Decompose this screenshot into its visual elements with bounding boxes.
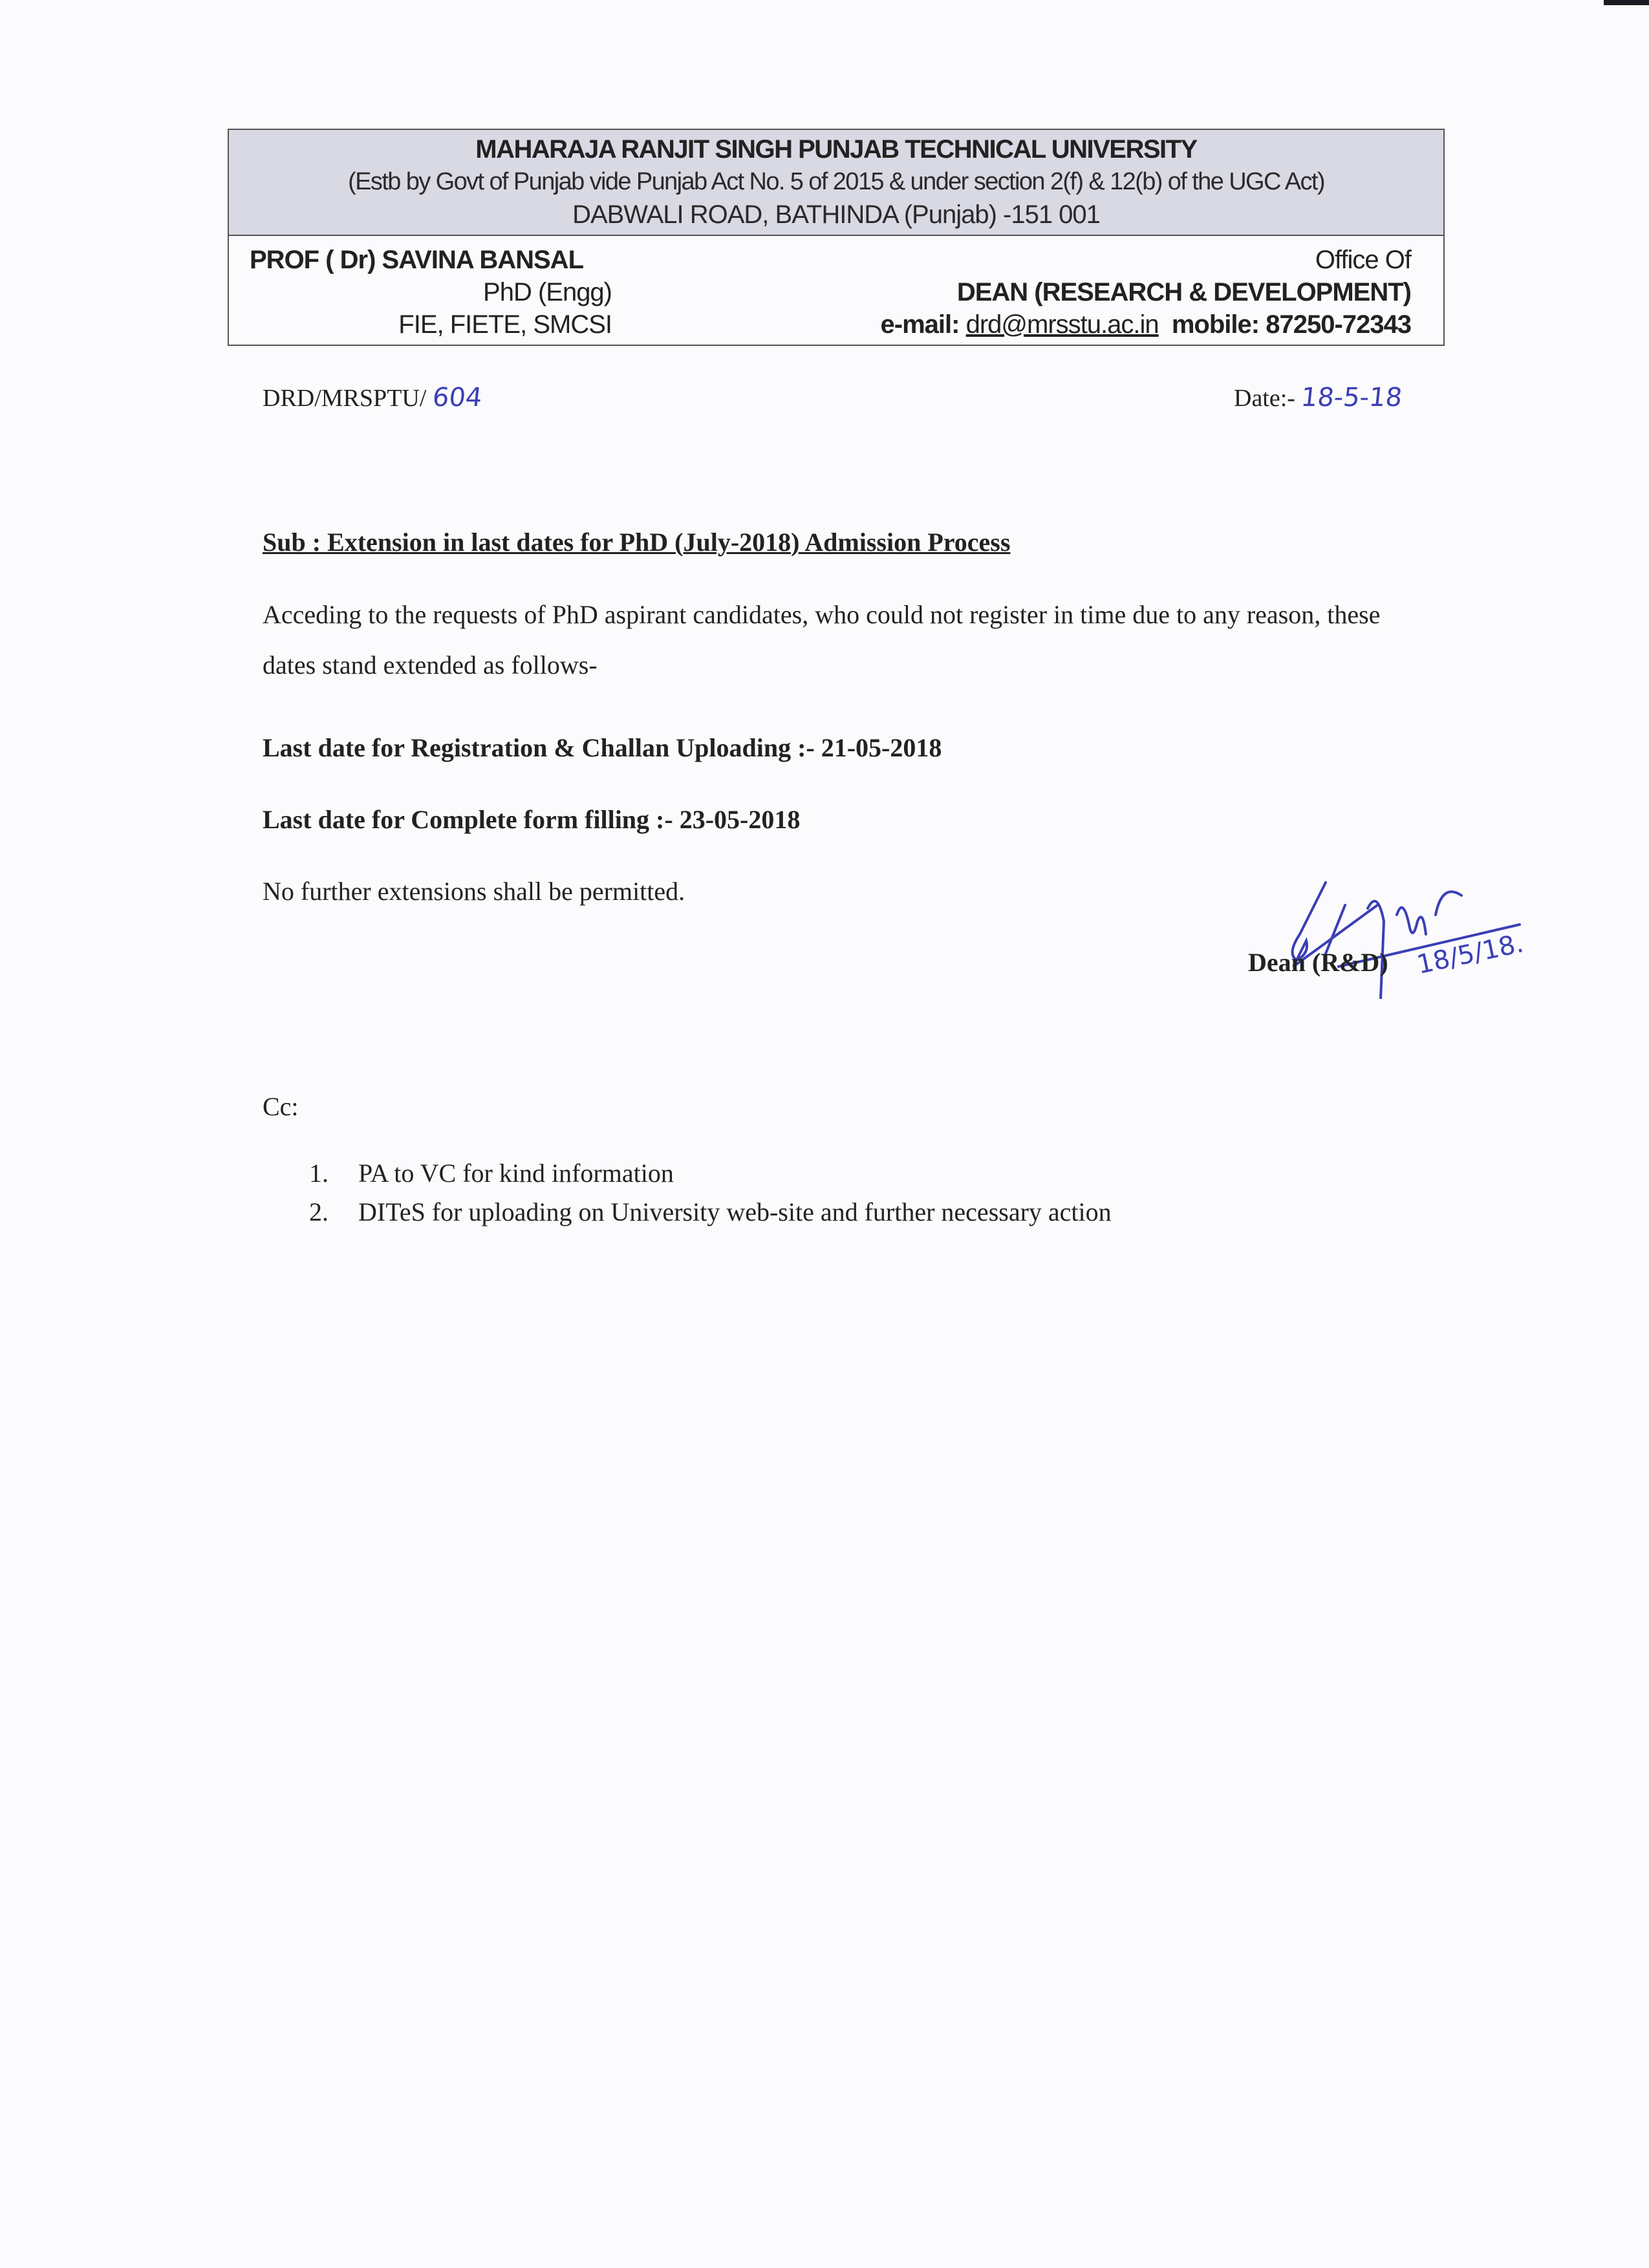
mobile-label: mobile: [1171, 310, 1260, 339]
signature-date: 18/5/18. [1414, 928, 1526, 980]
sender-degree: PhD (Engg) [483, 278, 612, 306]
subject-line: Sub : Extension in last dates for PhD (July-2018) Admission Process [263, 528, 1011, 557]
cc-item-text: PA to VC for kind information [358, 1159, 674, 1188]
sender-info [250, 244, 612, 341]
university-name: MAHARAJA RANJIT SINGH PUNJAB TECHNICAL UNIVERSITY [475, 135, 1197, 164]
body-paragraph: Acceding to the requests of PhD aspirant candidates, who could not register in time due to any reason, these dates stand extended as follows- [263, 600, 1381, 679]
office-label: Office Of [1315, 246, 1411, 274]
signature-block [1248, 870, 1558, 999]
university-address: DABWALI ROAD, BATHINDA (Punjab) -151 001 [572, 200, 1100, 229]
letterhead-banner [229, 130, 1443, 236]
date-label: Date:- [1234, 385, 1295, 412]
office-info [881, 244, 1411, 341]
cc-item [309, 1154, 1112, 1193]
cc-item-number: 1. [309, 1159, 329, 1188]
reference-handwritten-number: 604 [431, 383, 484, 412]
office-title: DEAN (RESEARCH & DEVELOPMENT) [956, 278, 1411, 306]
sender-name: PROF ( Dr) SAVINA BANSAL [250, 246, 583, 274]
cc-item [309, 1193, 1112, 1232]
date-handwritten-value: 18-5-18 [1300, 383, 1404, 412]
email-link[interactable]: drd@mrsstu.ac.in [965, 310, 1159, 339]
cc-item-text: DITeS for uploading on University web-site and further necessary action [358, 1197, 1112, 1226]
deadline-date: 21-05-2018 [821, 733, 942, 762]
deadline-label: Last date for Registration & Challan Uploading :- [263, 733, 815, 762]
deadline-registration [263, 733, 942, 763]
cc-list [309, 1154, 1112, 1232]
reference-prefix: DRD/MRSPTU/ [263, 385, 427, 412]
office-contact [881, 308, 1411, 341]
reference-number [263, 383, 482, 412]
cc-label: Cc: [263, 1092, 299, 1121]
deadline-form-filling [263, 804, 800, 835]
email-label: e-mail: [880, 310, 960, 339]
letter-date [1234, 383, 1403, 412]
cc-item-number: 2. [309, 1197, 329, 1226]
deadline-label: Last date for Complete form filling :- [263, 805, 673, 834]
no-extension-note: No further extensions shall be permitted. [263, 877, 685, 906]
letterhead [228, 129, 1445, 346]
sender-memberships: FIE, FIETE, SMCSI [398, 310, 612, 339]
letterhead-details [229, 236, 1443, 345]
scan-edge-mark [1604, 0, 1649, 5]
mobile-number: 87250-72343 [1266, 310, 1411, 339]
signatory-title: Dean (R&D) [1248, 948, 1388, 977]
establishment-line: (Estb by Govt of Punjab vide Punjab Act No. 5 of 2015 & under section 2(f) & 12(b) of the UGC Act) [348, 168, 1324, 195]
deadline-date: 23-05-2018 [679, 805, 801, 834]
